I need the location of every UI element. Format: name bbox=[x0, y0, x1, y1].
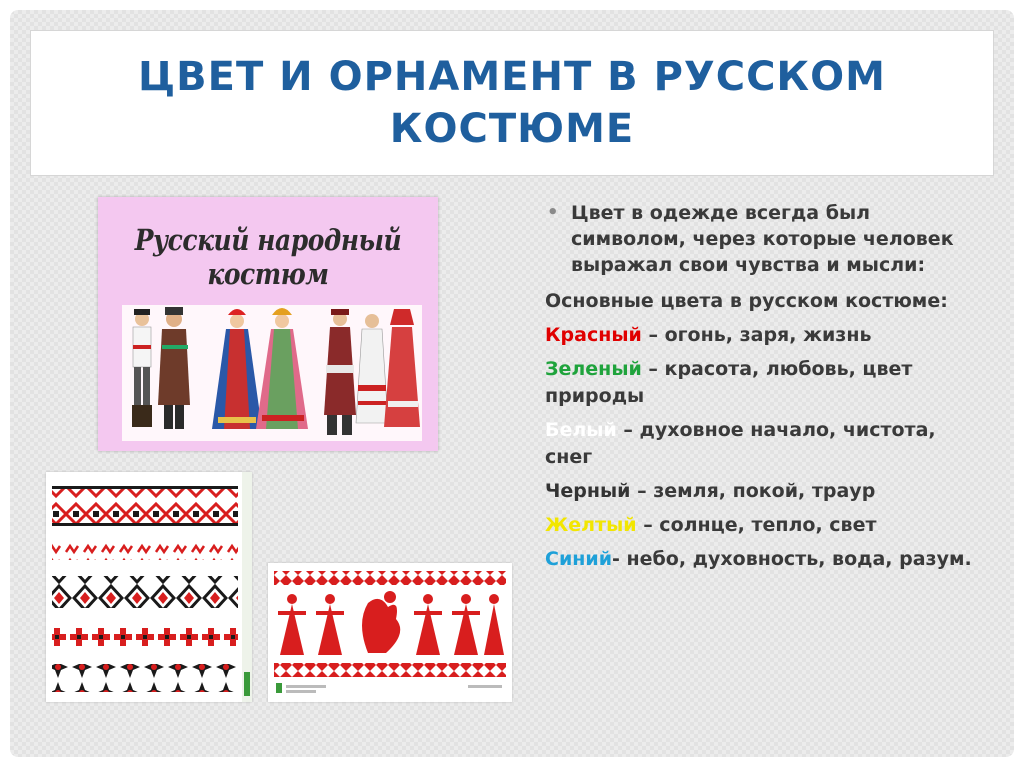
color-line-green bbox=[545, 356, 975, 410]
northern-figures bbox=[324, 309, 420, 435]
costume-figures-illustration bbox=[122, 305, 422, 441]
color-line-blue bbox=[545, 546, 975, 573]
color-word-green: Зеленый bbox=[545, 358, 642, 380]
bullet-item bbox=[545, 200, 975, 278]
color-line-yellow bbox=[545, 512, 975, 539]
color-line-red bbox=[545, 322, 975, 349]
women-figures bbox=[212, 308, 308, 429]
slide bbox=[10, 10, 1014, 757]
color-line-black bbox=[545, 478, 975, 505]
color-line-white bbox=[545, 417, 975, 471]
costume-image-heading: Русский народный костюм bbox=[134, 223, 402, 291]
color-word-blue: Синий bbox=[545, 548, 613, 570]
color-meaning-yellow: – солнце, тепло, свет bbox=[636, 514, 877, 536]
costume-image bbox=[98, 197, 438, 451]
color-word-black: Черный bbox=[545, 480, 631, 502]
color-meaning-black: – земля, покой, траур bbox=[630, 480, 876, 502]
color-word-red: Красный bbox=[545, 324, 642, 346]
men-figures bbox=[132, 307, 190, 429]
title-box bbox=[30, 30, 994, 176]
color-word-white: Белый bbox=[545, 419, 617, 441]
color-meaning-white: – духовное начало, чистота, снег bbox=[545, 419, 936, 468]
bullet-dot: • bbox=[547, 202, 559, 223]
slide-title: ЦВЕТ И ОРНАМЕНТ В РУССКОМ КОСТЮМЕ bbox=[138, 54, 886, 152]
embroidery-figures-panel bbox=[268, 563, 512, 702]
text-column bbox=[545, 200, 975, 580]
color-meaning-blue: - небо, духовность, вода, разум. bbox=[612, 548, 972, 570]
color-meaning-red: – огонь, заря, жизнь bbox=[641, 324, 872, 346]
color-word-yellow: Желтый bbox=[545, 514, 637, 536]
bullet-text: Цвет в одежде всегда был символом, через которые человек выражал свои чувства и мысли: bbox=[571, 202, 954, 276]
color-meaning-green: – красота, любовь, цвет природы bbox=[545, 358, 913, 407]
colors-intro: Основные цвета в русском костюме: bbox=[545, 290, 948, 312]
embroidery-pattern-strips bbox=[46, 472, 252, 702]
